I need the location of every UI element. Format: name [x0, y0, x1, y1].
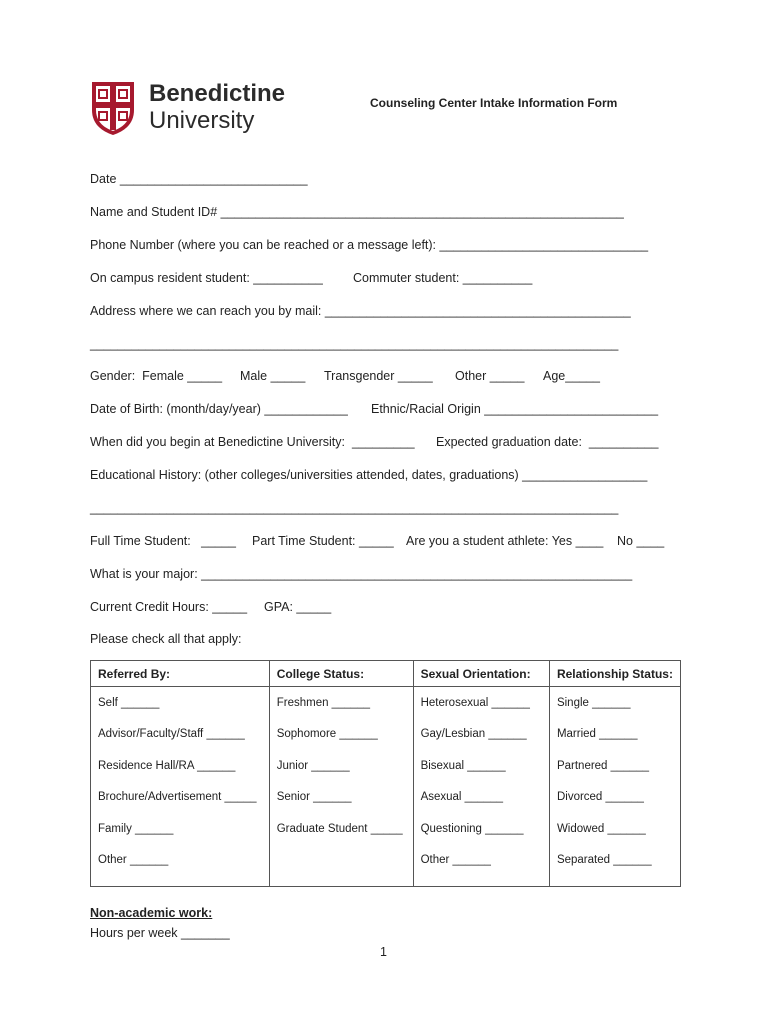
table-cell[interactable]: Gay/Lesbian ______ — [413, 719, 549, 751]
table-cell[interactable]: Advisor/Faculty/Staff ______ — [91, 719, 270, 751]
begin-date-field[interactable]: When did you begin at Benedictine University: _________ — [90, 435, 415, 449]
table-cell[interactable]: Other ______ — [91, 845, 270, 887]
full-time-field[interactable]: Full Time Student: _____ — [90, 534, 236, 548]
form-title: Counseling Center Intake Information Form — [370, 96, 618, 110]
table-cell[interactable]: Questioning ______ — [413, 813, 549, 845]
gender-male-field[interactable]: Male _____ — [240, 369, 306, 383]
table-cell[interactable]: Married ______ — [549, 719, 680, 751]
header-sexual-orientation: Sexual Orientation: — [413, 661, 549, 687]
part-time-field[interactable]: Part Time Student: _____ — [252, 534, 394, 548]
gender-other-field[interactable]: Other _____ — [455, 369, 525, 383]
table-cell[interactable]: Family ______ — [91, 813, 270, 845]
credit-hours-field[interactable]: Current Credit Hours: _____ — [90, 600, 248, 614]
table-cell[interactable]: Senior ______ — [269, 782, 413, 814]
checklist-table — [90, 660, 681, 887]
table-row — [91, 687, 681, 719]
non-academic-heading: Non-academic work: — [90, 906, 213, 920]
address-field[interactable]: Address where we can reach you by mail: ____________________________________________ — [90, 304, 631, 318]
table-cell[interactable]: Self ______ — [91, 687, 270, 719]
gender-transgender-field[interactable]: Transgender _____ — [324, 369, 433, 383]
educational-history-line2[interactable]: ____________________________________________________________________________ — [90, 501, 619, 515]
table-cell[interactable]: Freshmen ______ — [269, 687, 413, 719]
check-all-instructions: Please check all that apply: — [90, 632, 242, 646]
name-id-field[interactable]: Name and Student ID# __________________________________________________________ — [90, 205, 624, 219]
table-cell[interactable]: Single ______ — [549, 687, 680, 719]
header-relationship-status: Relationship Status: — [549, 661, 680, 687]
table-cell[interactable]: Partnered ______ — [549, 750, 680, 782]
table-cell[interactable]: Divorced ______ — [549, 782, 680, 814]
table-cell[interactable]: Residence Hall/RA ______ — [91, 750, 270, 782]
header-college-status: College Status: — [269, 661, 413, 687]
major-field[interactable]: What is your major: ______________________________________________________________ — [90, 567, 633, 581]
table-row — [91, 813, 681, 845]
table-cell[interactable]: Separated ______ — [549, 845, 680, 887]
table-cell[interactable]: Junior ______ — [269, 750, 413, 782]
table-cell[interactable]: Brochure/Advertisement _____ — [91, 782, 270, 814]
table-cell[interactable]: Heterosexual ______ — [413, 687, 549, 719]
table-cell — [269, 845, 413, 887]
table-cell[interactable]: Other ______ — [413, 845, 549, 887]
date-field[interactable]: Date ___________________________ — [90, 172, 308, 186]
graduation-date-field[interactable]: Expected graduation date: __________ — [436, 435, 659, 449]
table-cell[interactable]: Widowed ______ — [549, 813, 680, 845]
shield-crest-icon — [90, 80, 136, 136]
ethnic-origin-field[interactable]: Ethnic/Racial Origin _________________________ — [371, 402, 659, 416]
table-cell[interactable]: Sophomore ______ — [269, 719, 413, 751]
header-referred-by: Referred By: — [91, 661, 270, 687]
gender-female-field[interactable]: Gender: Female _____ — [90, 369, 223, 383]
resident-field[interactable]: On campus resident student: __________ — [90, 271, 323, 285]
educational-history-field[interactable]: Educational History: (other colleges/universities attended, dates, graduations) __________________ — [90, 468, 648, 482]
address-line2-field[interactable]: ____________________________________________________________________________ — [90, 337, 619, 351]
table-row — [91, 750, 681, 782]
gpa-field[interactable]: GPA: _____ — [264, 600, 332, 614]
table-header-row — [91, 661, 681, 687]
athlete-yes-field[interactable]: Are you a student athlete: Yes ____ — [406, 534, 604, 548]
table-row — [91, 719, 681, 751]
hours-per-week-field[interactable]: Hours per week _______ — [90, 926, 230, 940]
logo-line2: University — [149, 107, 255, 134]
logo-line1: Benedictine — [149, 80, 286, 107]
athlete-no-field[interactable]: No ____ — [617, 534, 665, 548]
table-cell[interactable]: Asexual ______ — [413, 782, 549, 814]
age-field[interactable]: Age_____ — [543, 369, 601, 383]
table-cell[interactable]: Bisexual ______ — [413, 750, 549, 782]
table-cell[interactable]: Graduate Student _____ — [269, 813, 413, 845]
page-number: 1 — [380, 945, 387, 959]
dob-field[interactable]: Date of Birth: (month/day/year) ____________ — [90, 402, 348, 416]
table-row — [91, 845, 681, 887]
benedictine-logo — [90, 80, 290, 138]
table-row — [91, 782, 681, 814]
phone-field[interactable]: Phone Number (where you can be reached or a message left): ______________________________ — [90, 238, 649, 252]
commuter-field[interactable]: Commuter student: __________ — [353, 271, 533, 285]
